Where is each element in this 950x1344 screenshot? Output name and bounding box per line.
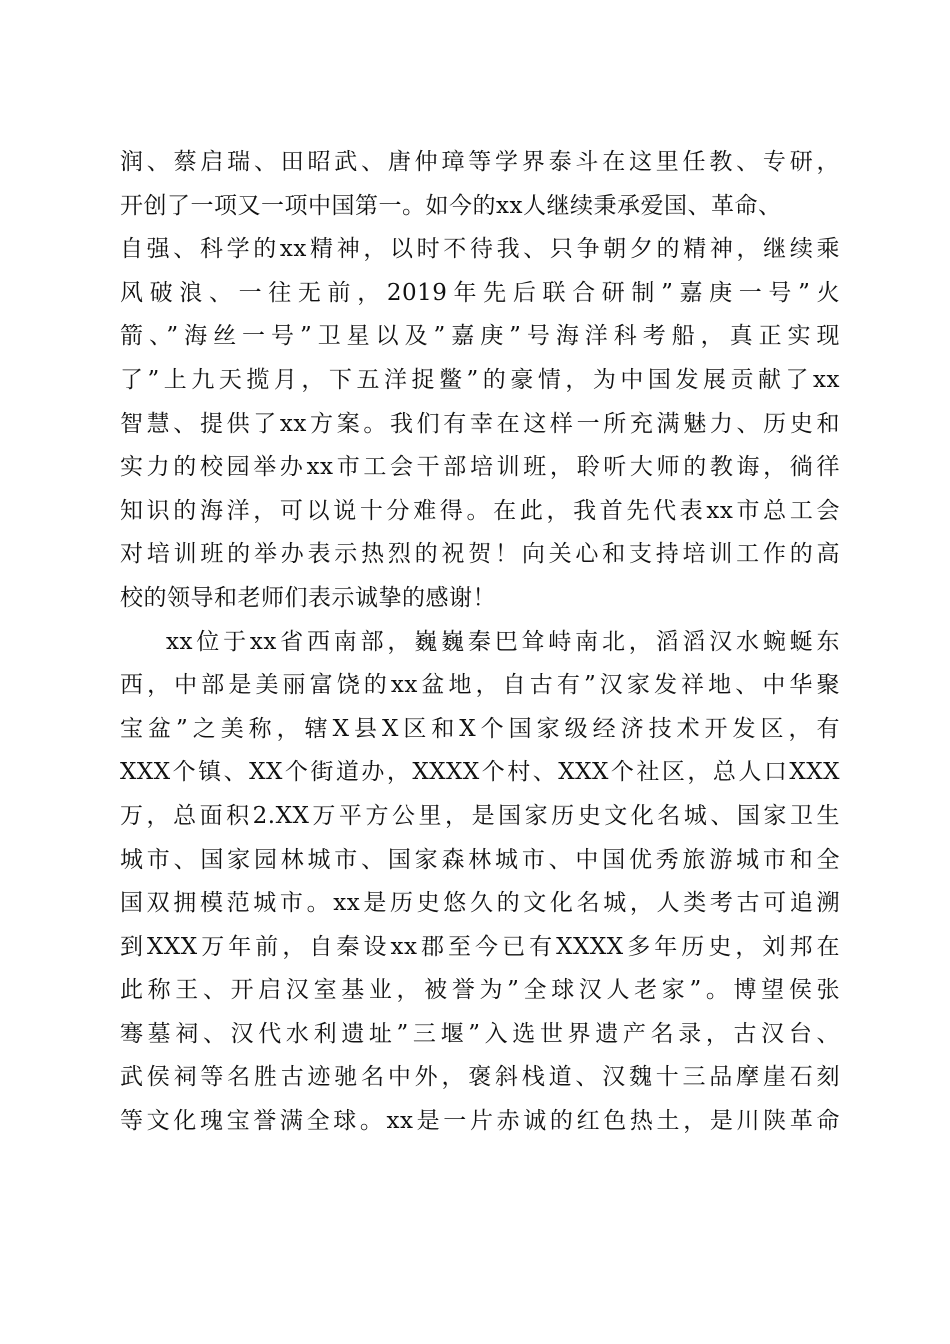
text-line: 宝盆”之美称，辖X县X区和X个国家级经济技术开发区，有 [120, 715, 840, 742]
paragraph-start-line: xx位于xx省西南部，巍巍秦巴耸峙南北，滔滔汉水蜿蜒东 [166, 628, 840, 655]
text-line: 武侯祠等名胜古迹驰名中外，褒斜栈道、汉魏十三品摩崖石刻 [120, 1064, 840, 1091]
text-line: 等文化瑰宝誉满全球。xx是一片赤诚的红色热土，是川陕革命 [120, 1108, 840, 1135]
text-line: 西，中部是美丽富饶的xx盆地，自古有”汉家发祥地、中华聚 [120, 672, 840, 699]
text-line: 国双拥模范城市。xx是历史悠久的文化名城，人类考古可追溯 [120, 890, 840, 917]
text-line: 到XXX万年前，自秦设xx郡至今已有XXXX多年历史，刘邦在 [120, 933, 840, 960]
text-line: XXX个镇、XX个街道办，XXXX个村、XXX个社区，总人口XXX [120, 759, 840, 786]
body-text [120, 141, 840, 1144]
paragraph-end-line: 校的领导和老师们表示诚挚的感谢！ [120, 584, 496, 611]
text-line: 实力的校园举办xx市工会干部培训班，聆听大师的教诲，徜徉 [120, 454, 840, 481]
text-line: 自强、科学的xx精神，以时不待我、只争朝夕的精神，继续乘 [120, 236, 840, 263]
text-line: 城市、国家园林城市、国家森林城市、中国优秀旅游城市和全 [120, 846, 840, 873]
text-line: 智慧、提供了xx方案。我们有幸在这样一所充满魅力、历史和 [120, 410, 840, 437]
text-line: 了”上九天揽月，下五洋捉鳖”的豪情，为中国发展贡献了xx [120, 366, 840, 393]
text-line: 此称王、开启汉室基业，被誉为”全球汉人老家”。博望侯张 [120, 977, 840, 1004]
text-line: 万，总面积2.XX万平方公里，是国家历史文化名城、国家卫生 [120, 802, 840, 829]
text-line: 箭、”海丝一号”卫星以及”嘉庚”号海洋科考船，真正实现 [120, 323, 840, 350]
text-line: 知识的海洋，可以说十分难得。在此，我首先代表xx市总工会 [120, 497, 840, 524]
text-line: 风破浪、一往无前，2019年先后联合研制”嘉庚一号”火 [120, 279, 840, 306]
text-line: 开创了一项又一项中国第一。如今的xx人继续秉承爱国、革命、 [120, 192, 782, 219]
text-line: 润、蔡启瑞、田昭武、唐仲璋等学界泰斗在这里任教、专研， [120, 149, 840, 175]
text-line: 对培训班的举办表示热烈的祝贺！向关心和支持培训工作的高 [120, 541, 840, 568]
text-line: 骞墓祠、汉代水利遗址”三堰”入选世界遗产名录，古汉台、 [120, 1020, 840, 1047]
